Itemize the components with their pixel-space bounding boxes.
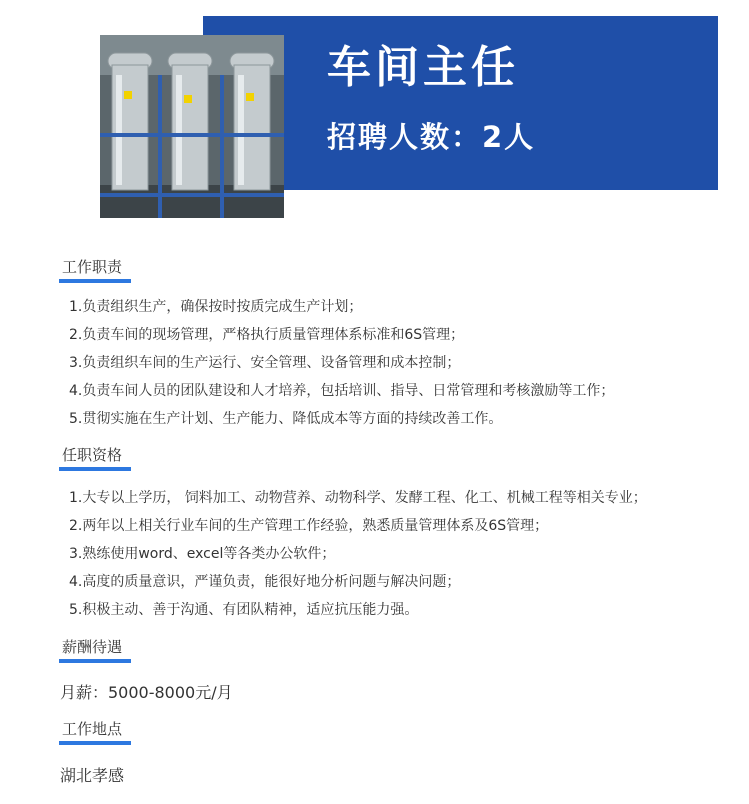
list-item: 5.积极主动、善于沟通、有团队精神，适应抗压能力强。: [69, 602, 419, 618]
section-title-salary: 薪酬待遇: [62, 638, 123, 656]
list-item: 4.负责车间人员的团队建设和人才培养，包括培训、指导、日常管理和考核激励等工作；: [69, 383, 615, 399]
factory-equipment-image: [100, 35, 284, 218]
list-item: 3.负责组织车间的生产运行、安全管理、设备管理和成本控制；: [69, 355, 461, 371]
section-title-location: 工作地点: [62, 720, 123, 738]
list-item: 5.贯彻实施在生产计划、生产能力、降低成本等方面的持续改善工作。: [69, 411, 503, 427]
section-title-duties: 工作职责: [62, 258, 123, 276]
section-underline: [59, 659, 131, 663]
section-underline: [59, 467, 131, 471]
list-item: 1.大专以上学历， 饲料加工、动物营养、动物科学、发酵工程、化工、机械工程等相关专业；: [69, 490, 647, 506]
section-underline: [59, 741, 131, 745]
list-item: 1.负责组织生产，确保按时按质完成生产计划；: [69, 299, 363, 315]
duties-list: [69, 298, 614, 438]
list-item: 2.两年以上相关行业车间的生产管理工作经验，熟悉质量管理体系及6S管理；: [69, 518, 549, 534]
qualifications-list: [69, 489, 647, 629]
list-item: 4.高度的质量意识，严谨负责，能很好地分析问题与解决问题；: [69, 574, 461, 590]
list-item: 2.负责车间的现场管理，严格执行质量管理体系标准和6S管理；: [69, 327, 465, 343]
list-item: 3.熟练使用word、excel等各类办公软件；: [69, 546, 336, 562]
section-underline: [59, 279, 131, 283]
section-title-qualifications: 任职资格: [62, 446, 123, 464]
location-text: 湖北孝感: [60, 766, 125, 785]
salary-text: 月薪：5000-8000元/月: [60, 683, 233, 702]
job-title: 车间主任: [327, 42, 519, 93]
headcount-text: 招聘人数：2人: [327, 120, 536, 154]
